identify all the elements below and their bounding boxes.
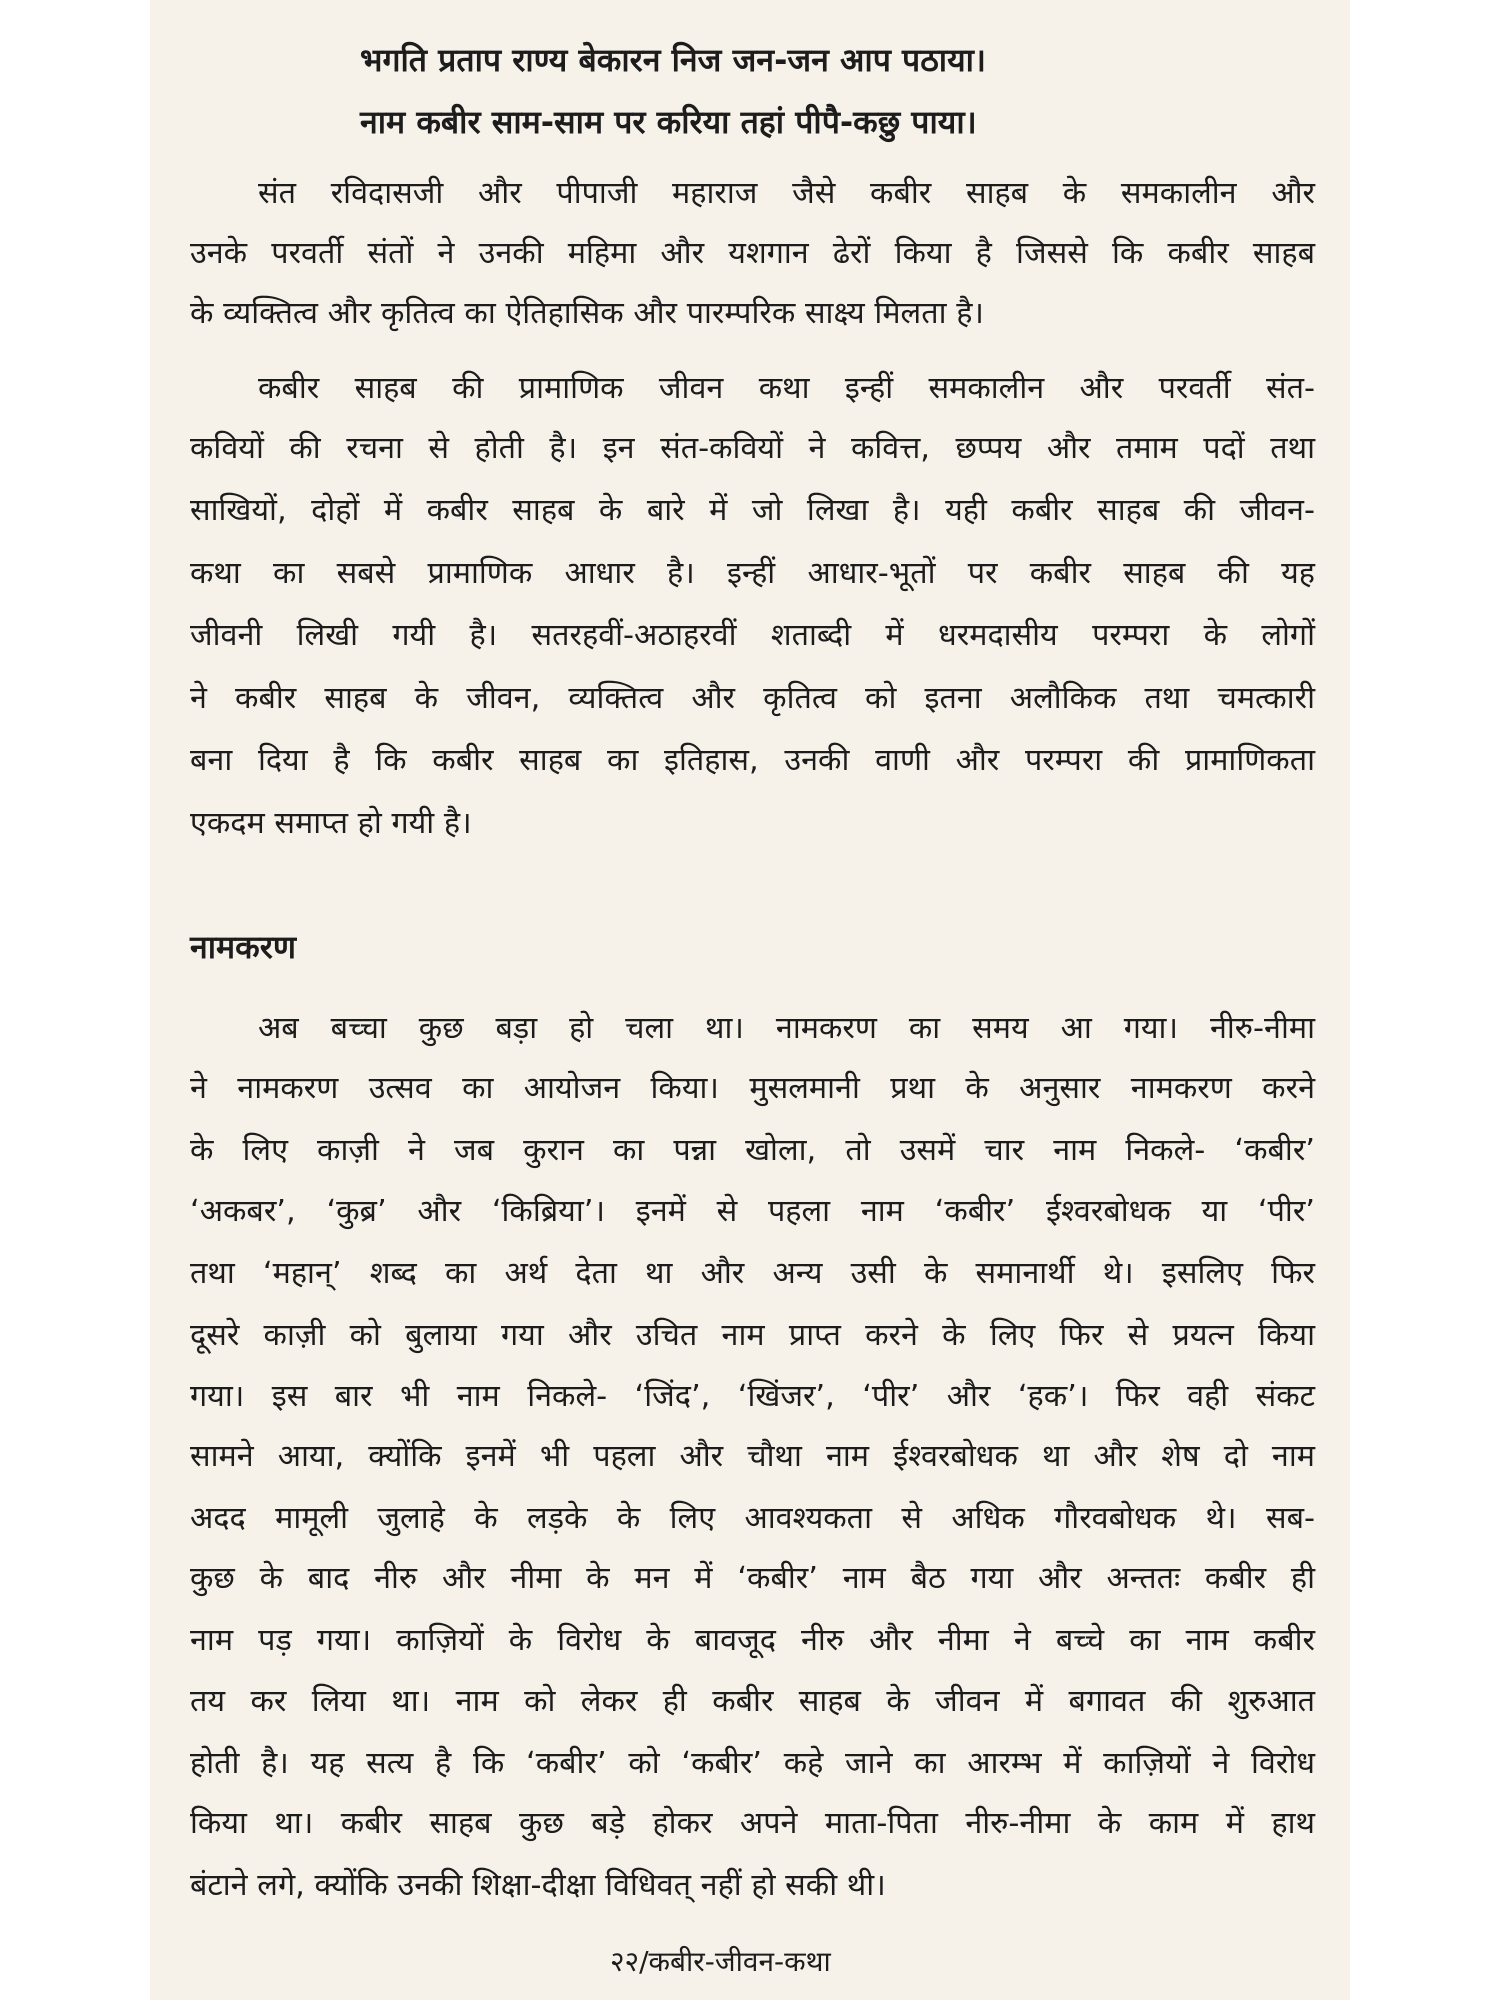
naming-line-8: सामने आया, क्योंकि इनमें भी पहला और चौथा नाम ईश्वरबोधक था और शेष दो नाम (190, 1439, 1315, 1474)
section-heading: नामकरण (190, 928, 296, 966)
paragraph-1-line-2: उनके परवर्ती संतों ने उनकी महिमा और यशगान ढेरों किया है जिससे कि कबीर साहब (190, 236, 1315, 271)
naming-line-5: तथा ‘महान्’ शब्द का अर्थ देता था और अन्य उसी के समानार्थी थे। इसलिए फिर (190, 1256, 1315, 1291)
naming-line-15: बंटाने लगे, क्योंकि उनकी शिक्षा-दीक्षा विधिवत् नहीं हो सकी थी। (190, 1868, 886, 1903)
naming-line-3: के लिए काज़ी ने जब कुरान का पन्ना खोला, तो उसमें चार नाम निकले- ‘कबीर’ (190, 1133, 1315, 1168)
paragraph-2-line-2: कवियों की रचना से होती है। इन संत-कवियों ने कवित्त, छप्पय और तमाम पदों तथा (190, 431, 1315, 466)
naming-line-4: ‘अकबर’, ‘कुब्र’ और ‘किब्रिया’। इनमें से पहला नाम ‘कबीर’ ईश्वरबोधक या ‘पीर’ (190, 1194, 1315, 1229)
naming-line-13: होती है। यह सत्य है कि ‘कबीर’ को ‘कबीर’ कहे जाने का आरम्भ में काज़ियों ने विरोध (190, 1746, 1315, 1781)
verse-line-2: नाम कबीर साम-साम पर करिया तहां पीपै-कछु पाया। (360, 103, 977, 141)
paragraph-2-line-8: एकदम समाप्त हो गयी है। (190, 806, 472, 841)
verse-line-1: भगति प्रताप राण्य बेकारन निज जन-जन आप पठाया। (360, 41, 987, 79)
naming-line-10: कुछ के बाद नीरु और नीमा के मन में ‘कबीर’ नाम बैठ गया और अन्ततः कबीर ही (190, 1561, 1315, 1596)
naming-line-6: दूसरे काज़ी को बुलाया गया और उचित नाम प्राप्त करने के लिए फिर से प्रयत्न किया (190, 1318, 1315, 1353)
naming-line-1: अब बच्चा कुछ बड़ा हो चला था। नामकरण का समय आ गया। नीरु-नीमा (258, 1011, 1315, 1046)
naming-line-7: गया। इस बार भी नाम निकले- ‘जिंद’, ‘खिंजर’, ‘पीर’ और ‘हक’। फिर वही संकट (190, 1379, 1315, 1414)
book-page (150, 0, 1350, 2000)
paragraph-2-line-6: ने कबीर साहब के जीवन, व्यक्तित्व और कृतित्व को इतना अलौकिक तथा चमत्कारी (190, 681, 1315, 716)
paragraph-2-line-4: कथा का सबसे प्रामाणिक आधार है। इन्हीं आधार-भूतों पर कबीर साहब की यह (190, 556, 1315, 591)
naming-line-12: तय कर लिया था। नाम को लेकर ही कबीर साहब के जीवन में बगावत की शुरुआत (190, 1684, 1315, 1719)
paragraph-1-line-1: संत रविदासजी और पीपाजी महाराज जैसे कबीर साहब के समकालीन और (258, 176, 1315, 211)
paragraph-2-line-3: साखियों, दोहों में कबीर साहब के बारे में जो लिखा है। यही कबीर साहब की जीवन- (190, 493, 1315, 528)
paragraph-2-line-5: जीवनी लिखी गयी है। सतरहवीं-अठाहरवीं शताब्दी में धरमदासीय परम्परा के लोगों (190, 618, 1316, 653)
naming-line-2: ने नामकरण उत्सव का आयोजन किया। मुसलमानी प्रथा के अनुसार नामकरण करने (190, 1071, 1315, 1106)
paragraph-2-line-1: कबीर साहब की प्रामाणिक जीवन कथा इन्हीं समकालीन और परवर्ती संत- (258, 371, 1315, 406)
paragraph-2-line-7: बना दिया है कि कबीर साहब का इतिहास, उनकी वाणी और परम्परा की प्रामाणिकता (190, 743, 1315, 778)
naming-line-9: अदद मामूली जुलाहे के लड़के के लिए आवश्यकता से अधिक गौरवबोधक थे। सब- (190, 1501, 1315, 1536)
page-footer: २२/कबीर-जीवन-कथा (610, 1945, 831, 1978)
paragraph-1-line-3: के व्यक्तित्व और कृतित्व का ऐतिहासिक और पारम्परिक साक्ष्य मिलता है। (190, 296, 984, 331)
naming-line-11: नाम पड़ गया। काज़ियों के विरोध के बावजूद नीरु और नीमा ने बच्चे का नाम कबीर (190, 1623, 1315, 1658)
naming-line-14: किया था। कबीर साहब कुछ बड़े होकर अपने माता-पिता नीरु-नीमा के काम में हाथ (190, 1806, 1315, 1841)
